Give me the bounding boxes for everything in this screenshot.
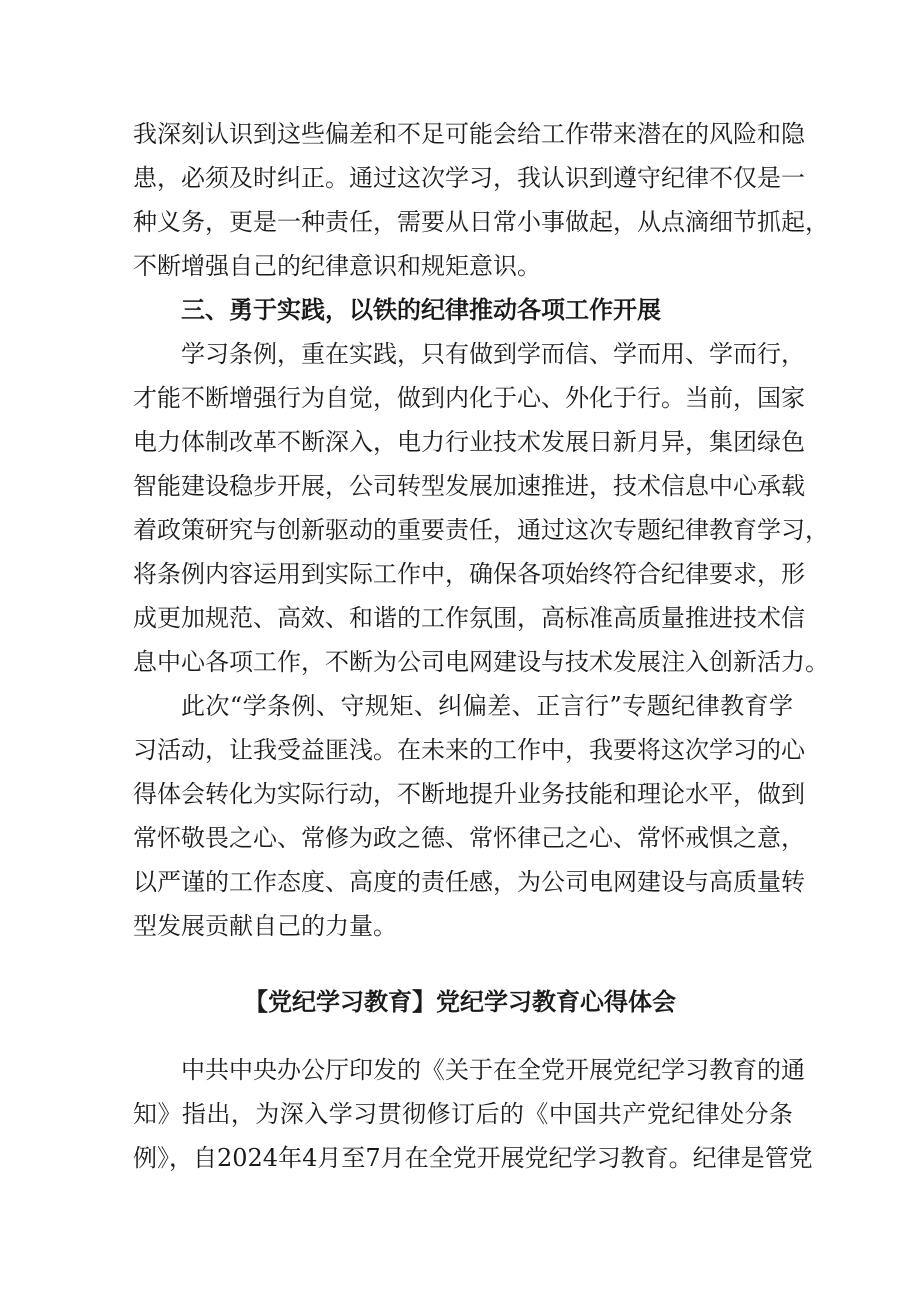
paragraph-3-line-1: 此次“学条例、守规矩、纠偏差、正言行”专题纪律教育学	[181, 692, 793, 720]
paragraph-2-line-1: 学习条例，重在实践，只有做到学而信、学而用、学而行，	[181, 340, 805, 368]
section-heading: 三、勇于实践，以铁的纪律推动各项工作开展	[181, 296, 661, 324]
article-title: 【党纪学习教育】党纪学习教育心得体会	[244, 988, 676, 1016]
paragraph-2-line-4: 智能建设稳步开展，公司转型发展加速推进，技术信息中心承载	[133, 472, 805, 500]
paragraph-3-line-6: 型发展贡献自己的力量。	[133, 912, 397, 940]
paragraph-3-line-5: 以严谨的工作态度、高度的责任感，为公司电网建设与高质量转	[133, 868, 805, 896]
paragraph-2-line-6: 将条例内容运用到实际工作中，确保各项始终符合纪律要求，形	[133, 560, 805, 588]
paragraph-4-line-1: 中共中央办公厅印发的《关于在全党开展党纪学习教育的通	[181, 1056, 805, 1084]
paragraph-2-line-8: 息中心各项工作，不断为公司电网建设与技术发展注入创新活力。	[133, 648, 829, 676]
paragraph-1-line-2: 患，必须及时纠正。通过这次学习，我认识到遵守纪律不仅是一	[133, 164, 805, 192]
paragraph-3-line-4: 常怀敬畏之心、常修为政之德、常怀律己之心、常怀戒惧之意，	[133, 824, 805, 852]
paragraph-1-line-3: 种义务，更是一种责任，需要从日常小事做起，从点滴细节抓起，	[133, 208, 829, 236]
paragraph-2-line-5: 着政策研究与创新驱动的重要责任，通过这次专题纪律教育学习，	[133, 516, 829, 544]
paragraph-1-line-1: 我深刻认识到这些偏差和不足可能会给工作带来潜在的风险和隐	[133, 120, 805, 148]
paragraph-2-line-7: 成更加规范、高效、和谐的工作氛围，高标准高质量推进技术信	[133, 604, 805, 632]
paragraph-4-line-2: 知》指出，为深入学习贯彻修订后的《中国共产党纪律处分条	[133, 1100, 793, 1128]
paragraph-2-line-2: 才能不断增强行为自觉，做到内化于心、外化于行。当前，国家	[133, 384, 805, 412]
paragraph-1-line-4: 不断增强自己的纪律意识和规矩意识。	[133, 252, 541, 280]
paragraph-3-line-3: 得体会转化为实际行动，不断地提升业务技能和理论水平，做到	[133, 780, 805, 808]
paragraph-3-line-2: 习活动，让我受益匪浅。在未来的工作中，我要将这次学习的心	[133, 736, 805, 764]
paragraph-4-line-3: 例》，自2024年4月至7月在全党开展党纪学习教育。纪律是管党	[133, 1144, 813, 1172]
paragraph-2-line-3: 电力体制改革不断深入，电力行业技术发展日新月异，集团绿色	[133, 428, 805, 456]
